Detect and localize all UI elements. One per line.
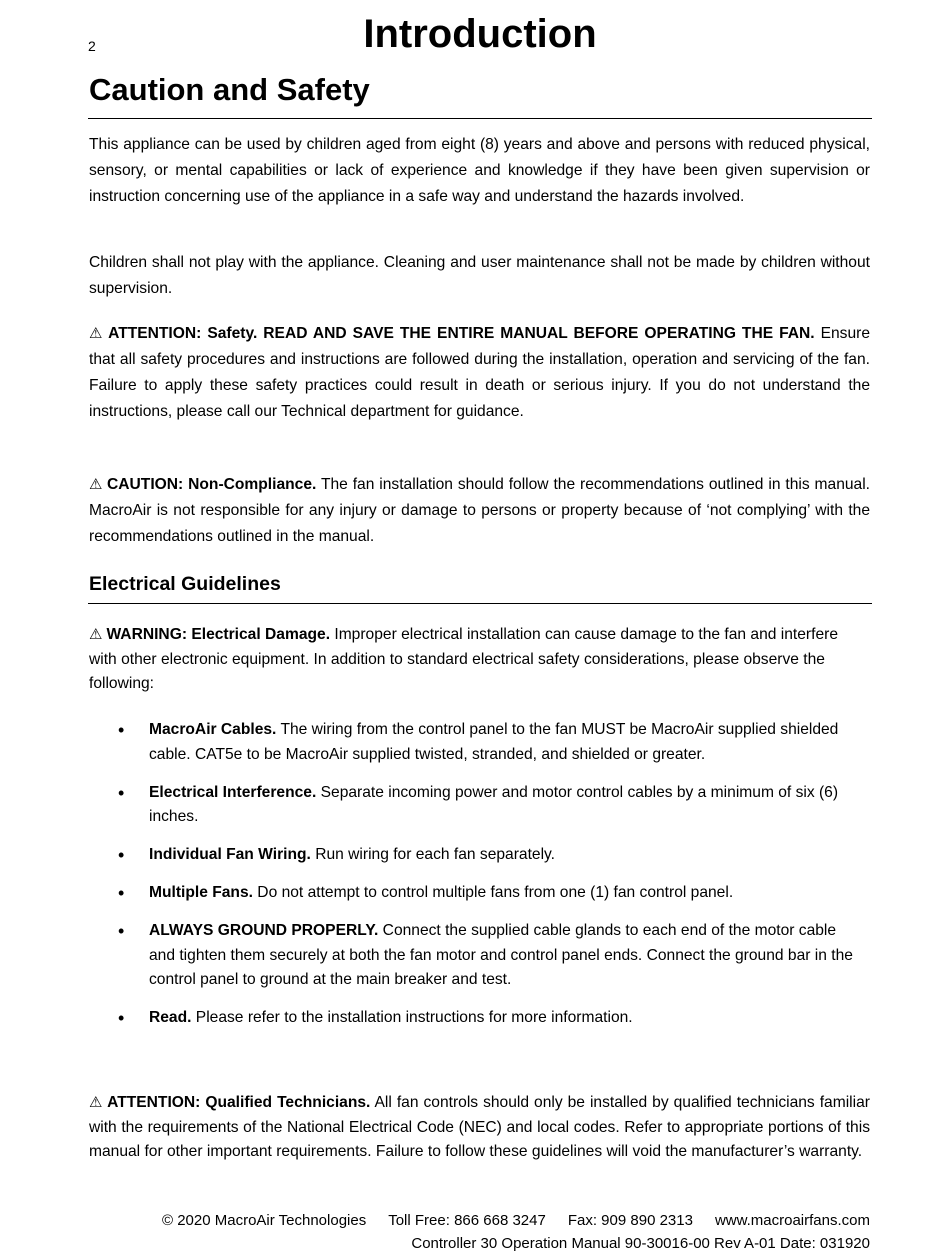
- attention-safety-notice: [89, 321, 870, 425]
- page-title: Introduction: [363, 12, 597, 56]
- list-item: [118, 1006, 858, 1031]
- footer-website: www.macroairfans.com: [714, 1212, 870, 1229]
- notice-text: The fan installation should follow the recommendations outlined in this manual. MacroAir is not responsible for any injury or damage to persons or property because of ‘not complying’ with the recommendations outlined in the manual.: [89, 476, 871, 545]
- attention-technicians-notice: [89, 1091, 870, 1165]
- notice-label: ATTENTION: Qualified Technicians.: [107, 1094, 371, 1111]
- bullet-icon: •: [118, 720, 125, 740]
- bullet-icon: •: [118, 883, 125, 903]
- warning-icon: ⚠: [89, 1094, 104, 1111]
- paragraph-age: This appliance can be used by children aged from eight (8) years and above and persons with reduced physical, sensory, or mental capabilities or lack of experience and knowledge if they have been given supervision or instruction concerning use of the appliance in a safe way and understand the hazards involved.: [89, 136, 870, 205]
- list-item: [118, 781, 858, 830]
- bullet-icon: •: [118, 1008, 125, 1028]
- item-label: MacroAir Cables.: [149, 721, 277, 738]
- notice-label: WARNING: Electrical Damage.: [106, 626, 331, 643]
- notice-text: All fan controls should only be installed by qualified technicians familiar with the requirements of the National Electrical Code (NEC) and local codes. Refer to appropriate portions of this manual for other important requirements. Failure to follow these guidelines will void the manufacturer’s warranty.: [89, 1094, 870, 1160]
- item-text: Please refer to the installation instructions for more information.: [191, 1009, 633, 1026]
- section-divider: [88, 118, 872, 119]
- warning-icon: ⚠: [89, 476, 104, 493]
- item-text: Do not attempt to control multiple fans from one (1) fan control panel.: [252, 884, 734, 901]
- item-text: The wiring from the control panel to the fan MUST be MacroAir supplied shielded cable. CAT5e to be MacroAir supplied twisted, stranded, and shielded or greater.: [149, 721, 839, 763]
- bullet-icon: •: [118, 782, 125, 803]
- item-text: Connect the supplied cable glands to each end of the motor cable and tighten them securely at both the fan motor and control panel ends. Connect the ground bar in the control panel to ground at the main breaker and test.: [149, 922, 853, 988]
- item-label: Individual Fan Wiring.: [149, 846, 311, 863]
- item-label: Multiple Fans.: [149, 884, 253, 901]
- footer-toll-free: Toll Free: 866 668 3247: [388, 1212, 546, 1229]
- footer: [162, 1209, 870, 1255]
- item-text: Separate incoming power and motor control cables by a minimum of six (6) inches.: [149, 783, 839, 825]
- item-text: Run wiring for each fan separately.: [310, 846, 556, 863]
- warning-notice: [89, 623, 870, 697]
- item-label: Read.: [149, 1009, 192, 1026]
- notice-label: ATTENTION: Safety. READ AND SAVE THE ENTIRE MANUAL BEFORE OPERATING THE FAN.: [108, 325, 815, 342]
- footer-fax: Fax: 909 890 2313: [567, 1212, 693, 1229]
- page-number: 2: [88, 38, 96, 54]
- footer-doc-info: Controller 30 Operation Manual 90-30016-00 Rev A-01 Date: 031920: [411, 1235, 870, 1252]
- paragraph-children: Children shall not play with the appliance. Cleaning and user maintenance shall not be made by children without supervision.: [89, 254, 870, 297]
- list-item: [118, 718, 858, 767]
- section-title: Caution and Safety: [89, 72, 370, 107]
- list-item: [118, 843, 858, 868]
- list-item: [118, 919, 858, 993]
- notice-label: CAUTION: Non-Compliance.: [107, 476, 317, 493]
- warning-icon: ⚠: [89, 626, 103, 643]
- notice-text: Improper electrical installation can cause damage to the fan and interfere with other electronic equipment. In addition to standard electrical safety considerations, please observe the following:: [89, 626, 838, 693]
- item-label: Electrical Interference.: [149, 783, 317, 801]
- list-item: [118, 881, 858, 906]
- guidelines-list: [118, 718, 858, 1044]
- footer-copyright: © 2020 MacroAir Technologies: [161, 1212, 367, 1229]
- subsection-divider: [88, 603, 872, 604]
- bullet-icon: •: [118, 921, 125, 941]
- caution-notice: [89, 472, 870, 550]
- subsection-title: Electrical Guidelines: [89, 573, 281, 595]
- notice-text: Ensure that all safety procedures and instructions are followed during the installation, operation and servicing of the fan. Failure to apply these safety practices could result in death or serious injury. If you do not understand the instructions, please call our Technical department for guidance.: [89, 325, 870, 420]
- bullet-icon: •: [118, 845, 125, 865]
- item-label: ALWAYS GROUND PROPERLY.: [149, 922, 379, 939]
- warning-icon: ⚠: [89, 325, 105, 342]
